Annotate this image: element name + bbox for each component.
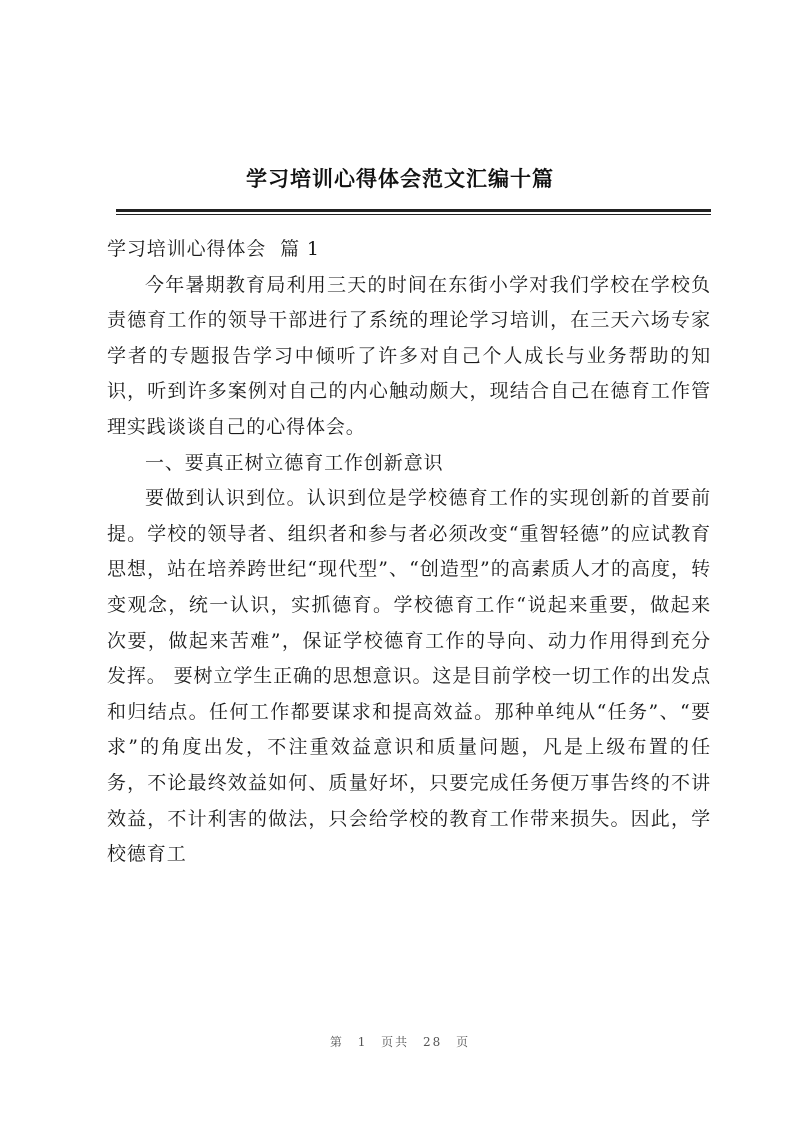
document-title: 学习培训心得体会范文汇编十篇 — [246, 167, 554, 191]
title-divider-thick — [116, 209, 711, 212]
footer-total-pages: 28 — [423, 1035, 443, 1049]
footer-page-number: 1 — [357, 1035, 368, 1049]
footer-page-middle: 页共 — [381, 1035, 410, 1049]
footer-page-prefix: 第 — [329, 1035, 344, 1049]
page-footer — [0, 1033, 800, 1050]
footer-page-suffix: 页 — [456, 1035, 471, 1049]
paragraph-body: 要做到认识到位。认识到位是学校德育工作的实现创新的首要前提。学校的领导者、组织者和参与者必须改变“重智轻德”的应试教育思想，站在培养跨世纪“现代型”、“创造型”的高素质人才的高度，转变观念，统一认识，实抓德育。学校德育工作“说起来重要，做起来次要，做起来苦难”，保证学校德育工作的导向、动力作用得到充分发挥。 要树立学生正确的思想意识。这是目前学校一切工作的出发点和归结点。任何工作都要谋求和提高效益。那种单纯从“任务”、“要求”的角度出发，不注重效益意识和质量问题，凡是上级布置的任务，不论最终效益如何、质量好坏，只要完成任务便万事告终的不讲效益，不计利害的做法，只会给学校的教育工作带来损失。因此，学校德育工 — [107, 487, 711, 866]
paragraph-subheading: 一、要真正树立德育工作创新意识 — [145, 451, 444, 474]
title-divider-thin — [116, 214, 711, 215]
section-heading: 学习培训心得体会 篇 1 — [107, 238, 320, 260]
document-body — [107, 232, 711, 873]
paragraph-intro: 今年暑期教育局利用三天的时间在东街小学对我们学校在学校负责德育工作的领导干部进行了系统的理论学习培训，在三天六场专家学者的专题报告学习中倾听了许多对自己个人成长与业务帮助的知识，听到许多案例对自己的内心触动颇大，现结合自己在德育工作管理实践谈谈自己的心得体会。 — [107, 273, 711, 438]
